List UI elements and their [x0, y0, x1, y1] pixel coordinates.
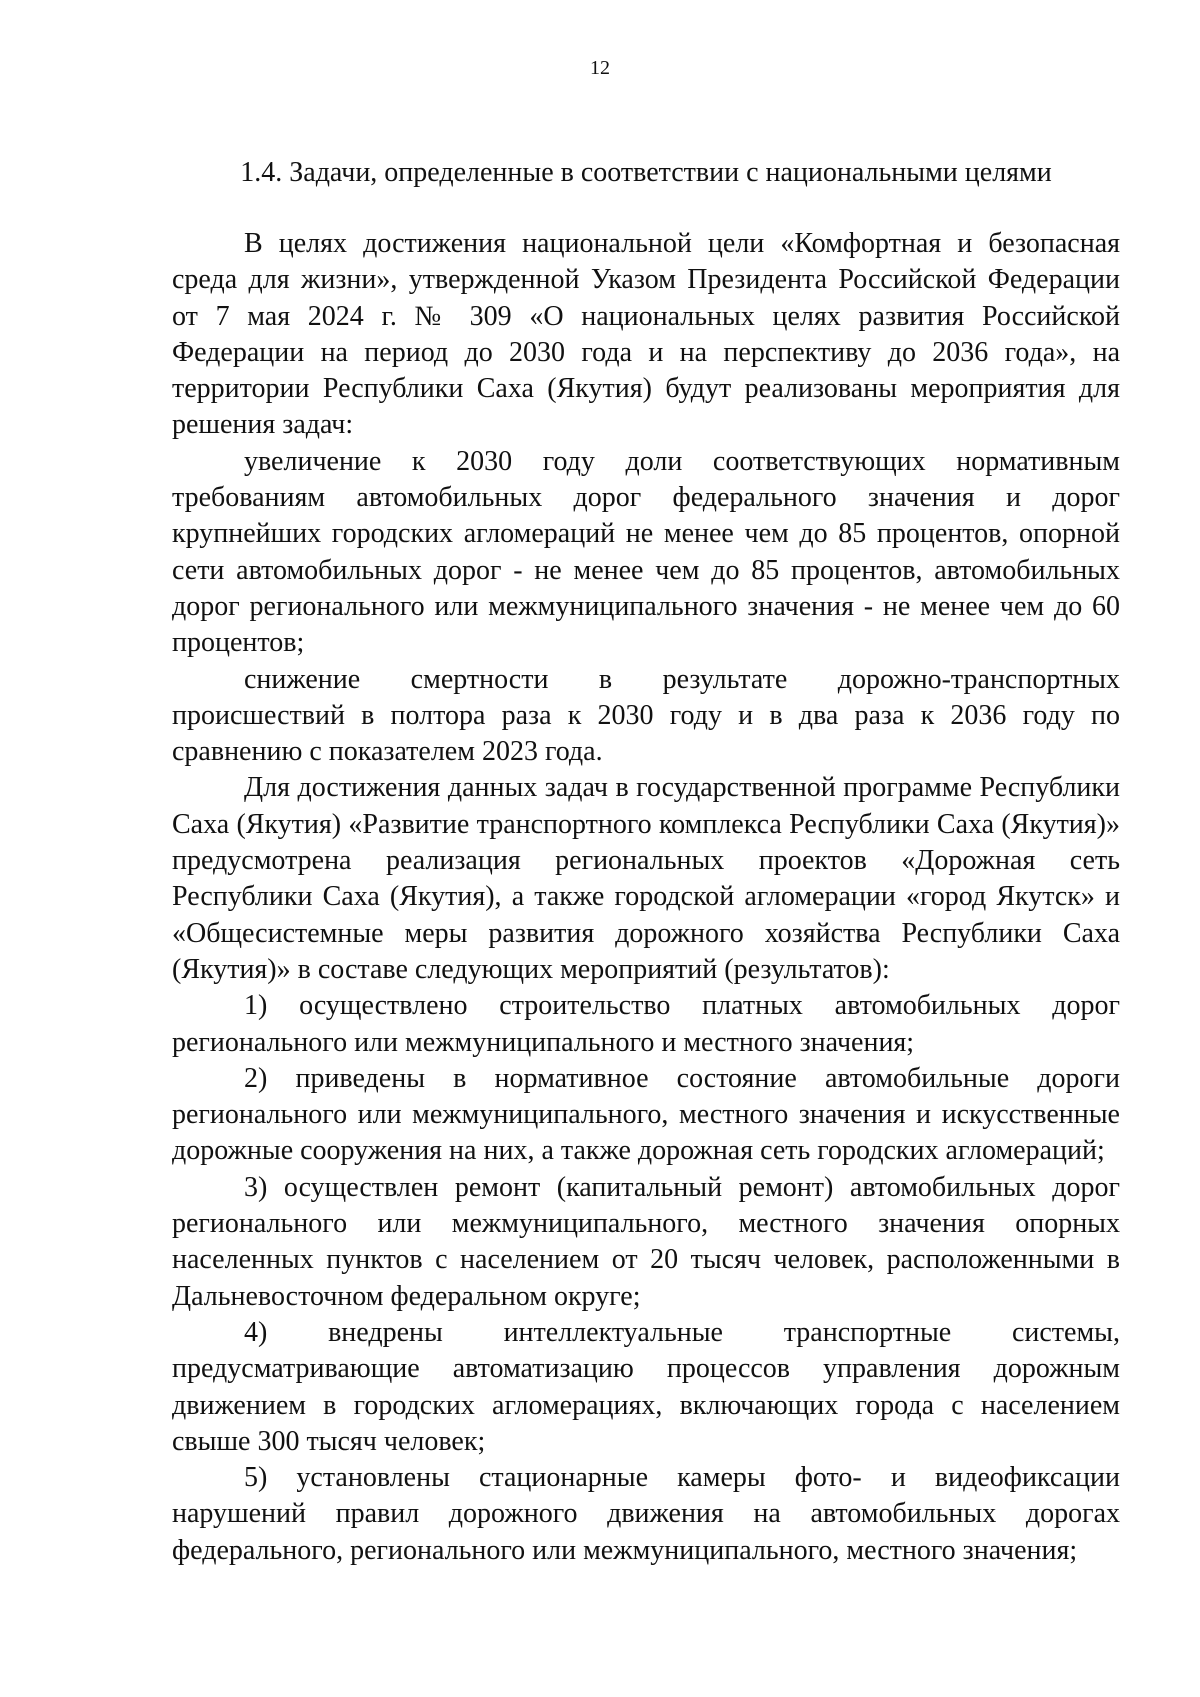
section-title: 1.4. Задачи, определенные в соответствии с национальными целями: [240, 157, 1052, 188]
paragraph-task-mortality: снижение смертности в результате дорожно-транспортных происшествий в полтора раза к 2030 году и в два раза к 2036 году по сравнению с показателем 2023 года.: [172, 663, 1120, 768]
document-body: [172, 226, 1120, 1569]
list-item-5: 5) установлены стационарные камеры фото- и видеофиксации нарушений правил дорожного движения на автомобильных дорогах федерального, регионального или межмуниципального, местного значения;: [172, 1462, 1120, 1566]
paragraph-program: Для достижения данных задач в государственной программе Республики Саха (Якутия) «Развитие транспортного комплекса Республики Саха (Якутия)» предусмотрена реализация региональных проектов «Дорожная сеть Республики Саха (Якутия), а также городской агломерации «город Якутск» и «Общесистемные меры развития дорожного хозяйства Республики Саха (Якутия)» в составе следующих мероприятий (результатов):: [172, 772, 1120, 985]
list-item-4: 4) внедрены интеллектуальные транспортные системы, предусматривающие автоматизацию процессов управления дорожным движением в городских агломерациях, включающих города с населением свыше 300 тысяч человек;: [172, 1316, 1120, 1457]
list-item-2: 2) приведены в нормативное состояние автомобильные дороги регионального или межмуниципального, местного значения и искусственные дорожные сооружения на них, а также дорожная сеть городских агломераций;: [172, 1062, 1120, 1167]
list-item-1: 1) осуществлено строительство платных автомобильных дорог регионального или межмуниципального и местного значения;: [172, 990, 1120, 1058]
list-item-3: 3) осуществлен ремонт (капитальный ремонт) автомобильных дорог регионального или межмуниципального, местного значения опорных населенных пунктов с населением от 20 тысяч человек, расположенными в Дальневосточном федеральном округе;: [172, 1171, 1120, 1312]
page-number: 12: [590, 57, 610, 79]
paragraph-intro: В целях достижения национальной цели «Комфортная и безопасная среда для жизни», утвержденной Указом Президента Российской Федерации от 7 мая 2024 г. № 309 «О национальных целях развития Российской Федерации на период до 2030 года и на перспективу до 2036 года», на территории Республики Саха (Якутия) будут реализованы мероприятия для решения задач:: [172, 228, 1120, 441]
paragraph-task-roads: увеличение к 2030 году доли соответствующих нормативным требованиям автомобильных дорог федерального значения и дорог крупнейших городских агломераций не менее чем до 85 процентов, опорной сети автомобильных дорог - не менее чем до 85 процентов, автомобильных дорог регионального или межмуниципального значения - не менее чем до 60 процентов;: [172, 445, 1120, 659]
